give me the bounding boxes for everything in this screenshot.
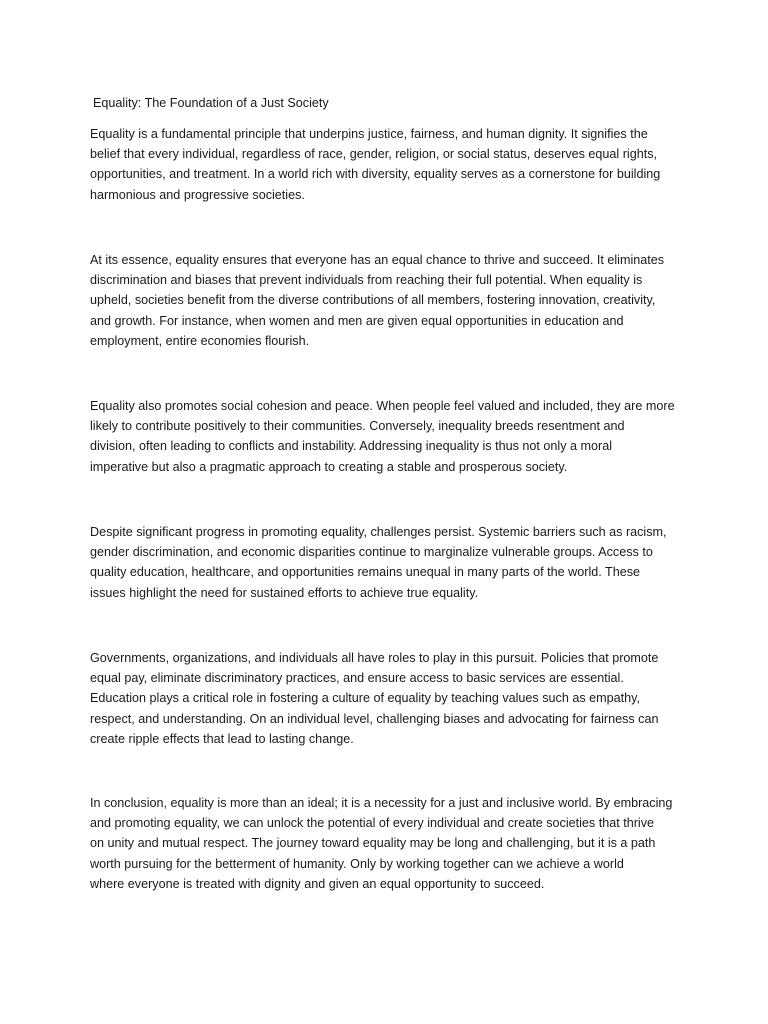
paragraph-line: issues highlight the need for sustained efforts to achieve true equality. [90, 585, 479, 600]
paragraph-line: and promoting equality, we can unlock the potential of every individual and create societies that thrive [90, 816, 655, 831]
paragraph-line: Equality is a fundamental principle that underpins justice, fairness, and human dignity. It signifies the [90, 127, 648, 141]
paragraph-line: Governments, organizations, and individuals all have roles to play in this pursuit. Policies that promote [90, 651, 659, 665]
paragraph-line: At its essence, equality ensures that everyone has an equal chance to thrive and succeed. It eliminates [90, 253, 665, 267]
paragraph-line: equal pay, eliminate discriminatory practices, and ensure access to basic services are essential. [90, 671, 624, 686]
paragraph-line: where everyone is treated with dignity and given an equal opportunity to succeed. [90, 876, 545, 891]
paragraph-4 [90, 522, 690, 603]
paragraph-line: quality education, healthcare, and opportunities remains unequal in many parts of the world. These [90, 565, 641, 580]
paragraph-line: likely to contribute positively to their communities. Conversely, inequality breeds resentment and [90, 419, 625, 434]
document-title: Equality: The Foundation of a Just Society [93, 96, 329, 110]
paragraph-line: on unity and mutual respect. The journey toward equality may be long and challenging, but it is a path [90, 836, 656, 851]
paragraph-line: opportunities, and treatment. In a world rich with diversity, equality serves as a cornerstone for building [90, 167, 661, 182]
paragraph-line: imperative but also a pragmatic approach to creating a stable and prosperous society. [90, 459, 568, 474]
paragraph-line: belief that every individual, regardless of race, gender, religion, or social status, deserves equal rights, [90, 147, 658, 162]
paragraph-line: worth pursuing for the betterment of humanity. Only by working together can we achieve a world [90, 856, 624, 871]
paragraph-line: upheld, societies benefit from the diverse contributions of all members, fostering innovation, creativity, [90, 293, 656, 308]
paragraph-6 [90, 793, 690, 894]
paragraph-line: In conclusion, equality is more than an ideal; it is a necessity for a just and inclusive world. By embracing [90, 796, 673, 810]
paragraph-line: employment, entire economies flourish. [90, 333, 310, 348]
paragraph-line: division, often leading to conflicts and instability. Addressing inequality is thus not only a moral [90, 439, 613, 454]
paragraph-3 [90, 396, 690, 477]
paragraph-line: create ripple effects that lead to lasting change. [90, 731, 354, 746]
paragraph-line: discrimination and biases that prevent individuals from reaching their full potential. When equality is [90, 273, 643, 288]
paragraph-line: Despite significant progress in promoting equality, challenges persist. Systemic barriers such as racism, [90, 525, 667, 539]
paragraph-2 [90, 250, 690, 351]
paragraph-line: gender discrimination, and economic disparities continue to marginalize vulnerable groups. Access to [90, 545, 653, 560]
paragraph-line: Education plays a critical role in fostering a culture of equality by teaching values such as empathy, [90, 691, 640, 706]
paragraph-line: Equality also promotes social cohesion and peace. When people feel valued and included, they are more [90, 399, 675, 413]
paragraph-line: respect, and understanding. On an individual level, challenging biases and advocating for fairness can [90, 711, 659, 726]
paragraph-line: and growth. For instance, when women and men are given equal opportunities in education and [90, 313, 624, 328]
paragraph-line: harmonious and progressive societies. [90, 187, 305, 202]
paragraph-5 [90, 648, 690, 749]
paragraph-1 [90, 124, 690, 205]
